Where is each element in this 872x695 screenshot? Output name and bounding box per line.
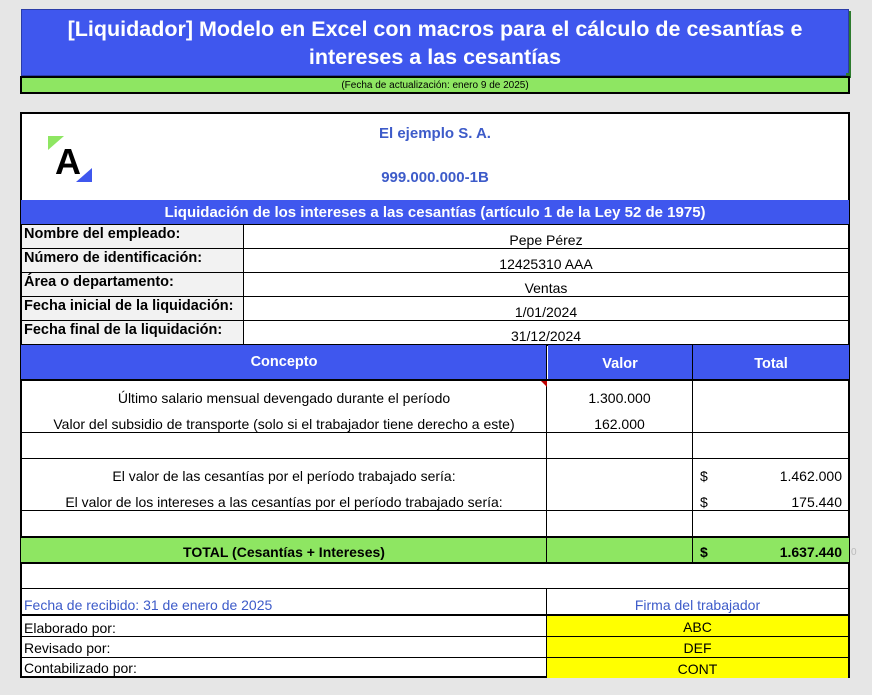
salary-value[interactable]: 1.300.000: [588, 390, 651, 406]
transport-concept: Valor del subsidio de transporte (solo si el trabajador tiene derecho a este): [53, 416, 515, 432]
intereses-currency: $: [700, 494, 708, 510]
comment-indicator[interactable]: [541, 381, 547, 387]
contabilizado-label: Contabilizado por:: [24, 660, 137, 676]
grid-line: [546, 538, 547, 562]
revisado-label: Revisado por:: [24, 640, 111, 656]
total-currency: $: [700, 544, 708, 560]
end-date-value[interactable]: 31/12/2024: [510, 328, 582, 344]
update-date: (Fecha de actualización: enero 9 de 2025): [20, 76, 850, 94]
grid-line: [21, 458, 849, 459]
logo-letter: A: [55, 141, 81, 182]
grid-line: [21, 379, 849, 381]
employee-id-value[interactable]: 12425310 AAA: [499, 256, 593, 272]
department-value[interactable]: Ventas: [524, 280, 568, 296]
employee-id-label: Número de identificación:: [22, 249, 243, 272]
grid-line: [21, 248, 849, 249]
page-title-banner: [21, 9, 849, 76]
section-title: Liquidación de los intereses a las cesantías (artículo 1 de la Ley 52 de 1975): [21, 200, 849, 224]
elaborado-value[interactable]: ABC: [547, 616, 848, 636]
page-title: [Liquidador] Modelo en Excel con macros para el cálculo de cesantías e intereses a las cesantías: [67, 17, 803, 69]
grid-line: [692, 345, 693, 562]
grid-line: [21, 432, 849, 433]
grid-line: [243, 224, 244, 344]
employee-name-value[interactable]: Pepe Pérez: [509, 232, 583, 248]
grid-line: [21, 224, 849, 225]
signature-label: Firma del trabajador: [634, 597, 761, 613]
revisado-value[interactable]: DEF: [547, 637, 848, 657]
cesantias-currency: $: [700, 468, 708, 484]
cesantias-total[interactable]: 1.462.000: [779, 468, 842, 484]
total-value[interactable]: 1.637.440: [779, 544, 842, 560]
intereses-concept: El valor de los intereses a las cesantías por el período trabajado sería:: [65, 494, 503, 510]
elaborado-label: Elaborado por:: [24, 620, 116, 636]
end-date-label: Fecha final de la liquidación:: [22, 321, 243, 344]
grid-line: [21, 320, 849, 321]
grid-line: [546, 345, 547, 562]
grid-line: [21, 296, 849, 297]
total-label: TOTAL (Cesantías + Intereses): [183, 544, 385, 560]
cesantias-concept: El valor de las cesantías por el período trabajado sería:: [112, 468, 456, 484]
received-date: Fecha de recibido: 31 de enero de 2025: [24, 597, 273, 613]
grid-line: [692, 538, 693, 562]
contabilizado-value[interactable]: CONT: [547, 658, 848, 678]
company-nit: 999.000.000-1B: [381, 169, 489, 186]
company-logo: [46, 136, 94, 182]
overflow-digit: 0: [851, 547, 857, 558]
grid-line: [21, 510, 849, 511]
intereses-total[interactable]: 175.440: [791, 494, 842, 510]
employee-name-label: Nombre del empleado:: [22, 225, 243, 248]
value-header: Valor: [548, 345, 692, 379]
total-header: Total: [693, 345, 849, 379]
grid-line: [21, 562, 849, 564]
concept-header: Concepto: [21, 345, 547, 379]
start-date-label: Fecha inicial de la liquidación:: [22, 297, 243, 320]
company-name: El ejemplo S. A.: [379, 125, 491, 142]
grid-line: [21, 588, 849, 589]
salary-concept: Último salario mensual devengado durante el período: [117, 390, 451, 406]
transport-value[interactable]: 162.000: [594, 416, 645, 432]
department-label: Área o departamento:: [22, 273, 243, 296]
logo-a-icon: [46, 136, 94, 182]
grid-line: [21, 272, 849, 273]
start-date-value[interactable]: 1/01/2024: [514, 304, 578, 320]
